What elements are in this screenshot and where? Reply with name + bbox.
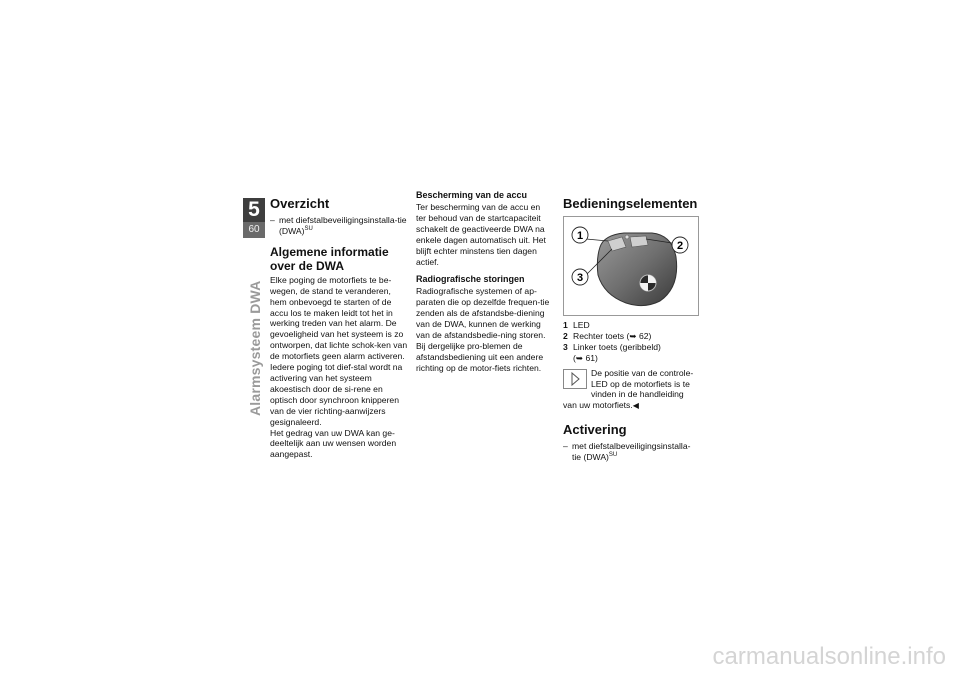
heading-bescherming-accu: Bescherming van de accu: [416, 190, 528, 200]
body-paragraph-2: Het gedrag van uw DWA kan ge-deeltelijk aan uw wensen worden aangepast.: [270, 427, 397, 460]
legend-text: Linker toets (geribbeld): [573, 341, 661, 352]
section-title-activering: Activering: [563, 422, 627, 438]
legend-text: LED: [573, 320, 590, 330]
legend-number: 3: [563, 341, 568, 352]
section-title-overzicht: Overzicht: [270, 196, 330, 211]
option-sup: SU: [304, 226, 313, 233]
body-bescherming-accu: Ter bescherming van de accu en ter behoud van de startcapaciteit schakelt de geactiveerde DWA na enkele dagen automatisch uit. Het blijft echter minstens tien dagen actief.: [416, 202, 546, 267]
dash-mark: –: [270, 215, 275, 225]
figure-label-2: 2: [676, 240, 684, 252]
watermark: carmanualsonline.info: [712, 643, 946, 670]
remote-key-illustration: [564, 217, 698, 315]
option-item: [270, 215, 408, 237]
note-text: De positie van de controle-LED op de motorfiets is te vinden in de handleiding van uw motorfiets.: [563, 367, 694, 411]
option-text: met diefstalbeveiligingsinstalla-tie (DWA): [572, 441, 691, 463]
side-title: Alarmsysteem DWA: [247, 280, 263, 416]
chapter-number: 5: [243, 198, 265, 222]
chapter-tab: [243, 198, 265, 238]
legend-item: [563, 331, 699, 342]
note-icon: [563, 369, 587, 389]
option-sup: SU: [608, 452, 618, 459]
column-3: [563, 190, 699, 463]
legend-number: 2: [563, 330, 568, 341]
section-title-bedieningselementen: Bedieningselementen: [563, 196, 698, 211]
triangle-icon: [564, 370, 586, 388]
figure-label-3: 3: [576, 272, 584, 284]
heading-algemene-informatie: Algemene informatie over de DWA: [270, 244, 389, 273]
end-of-section-marker: ◀: [632, 401, 639, 411]
option-item: [563, 441, 699, 463]
figure-legend: [563, 320, 699, 364]
note-box: [563, 368, 699, 413]
dash-mark: –: [563, 441, 568, 452]
figure-label-1: 1: [576, 230, 584, 242]
legend-item: [563, 342, 699, 353]
page-number: 60: [248, 224, 260, 235]
remote-key-figure: [563, 216, 699, 316]
legend-extra-text: (➥ 61): [573, 352, 598, 363]
body-radiografische-storingen: Radiografische systemen of ap-paraten die op dezelfde frequen-tie zenden als de afstandsbe-diening van de DWA, kunnen de werking van de afstandsbedie-ning storen. Bij dergelijke pro-blemen de afstandsbediening uit een andere richting op de motor-fiets richten.: [416, 286, 550, 373]
legend-text: Rechter toets (➥ 62): [573, 330, 652, 341]
body-paragraph: Elke poging de motorfiets te be-wegen, de stand te veranderen, hem onbevoegd te starten of de accu los te maken leidt tot het in werking treden van het alarm. De gevoeligheid van het systeem is zo ontworpen, dat lichte schok-ken van de motorfiets geen alarm activeren. Iedere poging tot dief-stal wordt na activering van het systeem akoestisch door de si-rene en optisch door synchroon knipperen van de vier richting-aanwijzers gesignaleerd.: [270, 274, 408, 427]
option-text: met diefstalbeveiligingsinstalla-tie (DWA): [279, 215, 407, 236]
legend-item: [563, 320, 699, 331]
column-1: [270, 190, 408, 460]
heading-radiografische-storingen: Radiografische storingen: [416, 274, 525, 285]
legend-number: 1: [563, 320, 568, 330]
column-2: [416, 190, 550, 374]
legend-item-extra: [563, 353, 699, 364]
